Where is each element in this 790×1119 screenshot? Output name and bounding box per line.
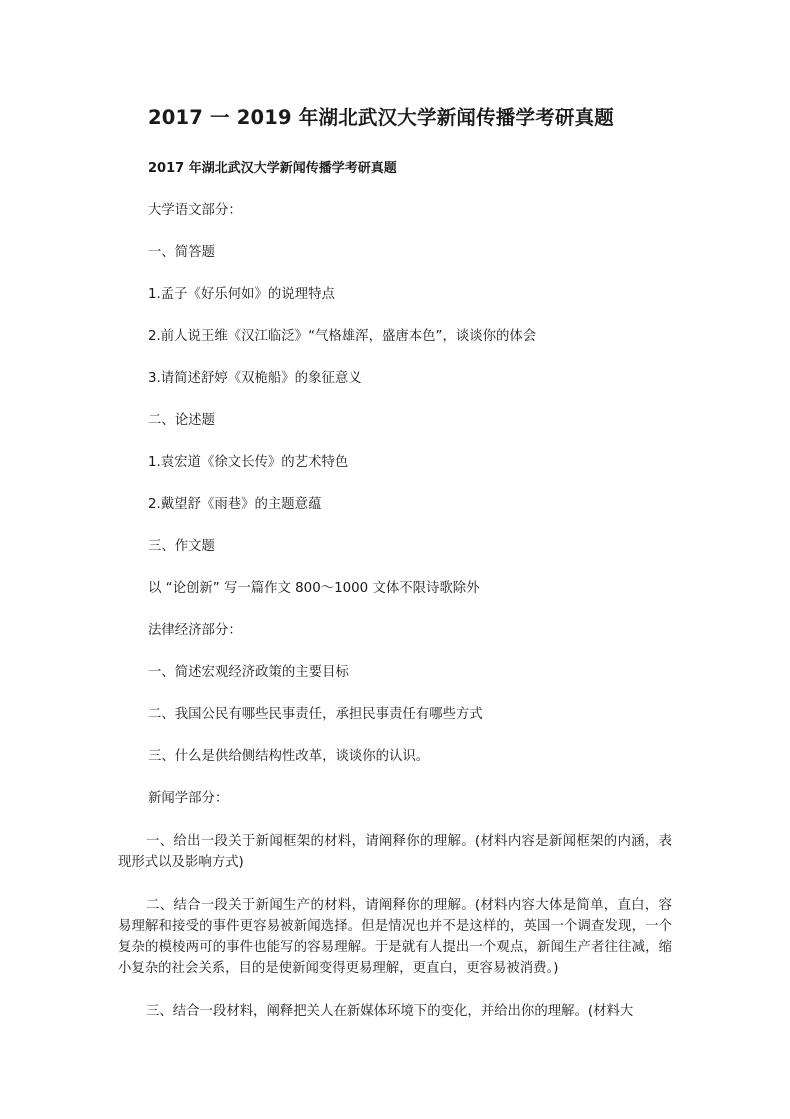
question-group-heading: 三、作文题 [148, 539, 215, 554]
question-item: 2.前人说王维《汉江临泛》“气格雄浑，盛唐本色”，谈谈你的体会 [148, 329, 537, 344]
question-item: 一、简述宏观经济政策的主要目标 [148, 665, 349, 680]
question-group-heading: 一、简答题 [148, 245, 215, 260]
question-item: 1.袁宏道《徐文长传》的艺术特色 [148, 455, 349, 470]
question-paragraph: 三、结合一段材料，阐释把关人在新媒体环境下的变化，并给出你的理解。(材料大 [146, 1004, 634, 1019]
question-list [118, 201, 672, 1022]
section-title: 2017 年湖北武汉大学新闻传播学考研真题 [148, 161, 397, 176]
question-paragraph: 二、结合一段关于新闻生产的材料，请阐释你的理解。(材料内容大体是简单，直白，容易理解和接受的事件更容易被新闻选择。但是情况也并不是这样的，英国一个调查发现，一个复杂的模棱两可的事件也能写的容易理解。于是就有人提出一个观点，新闻生产者往往减，缩小复杂的社会关系，目的是使新闻变得更易理解，更直白，更容易被消费。) [118, 898, 672, 976]
section-heading-chinese: 大学语文部分： [148, 203, 242, 218]
question-paragraph: 一、给出一段关于新闻框架的材料，请阐释你的理解。(材料内容是新闻框架的内涵，表现形式以及影响方式) [118, 834, 672, 870]
question-item: 2.戴望舒《雨巷》的主题意蕴 [148, 497, 322, 512]
question-item: 二、我国公民有哪些民事责任，承担民事责任有哪些方式 [148, 707, 483, 722]
section-heading-law-economics: 法律经济部分： [148, 623, 242, 638]
document-title: 2017 一 2019 年湖北武汉大学新闻传播学考研真题 [148, 106, 615, 129]
question-item: 1.孟子《好乐何如》的说理特点 [148, 287, 335, 302]
question-group-heading: 二、论述题 [148, 413, 215, 428]
question-item: 3.请简述舒婷《双桅船》的象征意义 [148, 371, 362, 386]
section-heading-journalism: 新闻学部分： [148, 791, 229, 806]
question-item: 三、什么是供给侧结构性改革，谈谈你的认识。 [148, 749, 430, 764]
question-item: 以 “论创新” 写一篇作文 800～1000 文体不限诗歌除外 [148, 581, 480, 596]
